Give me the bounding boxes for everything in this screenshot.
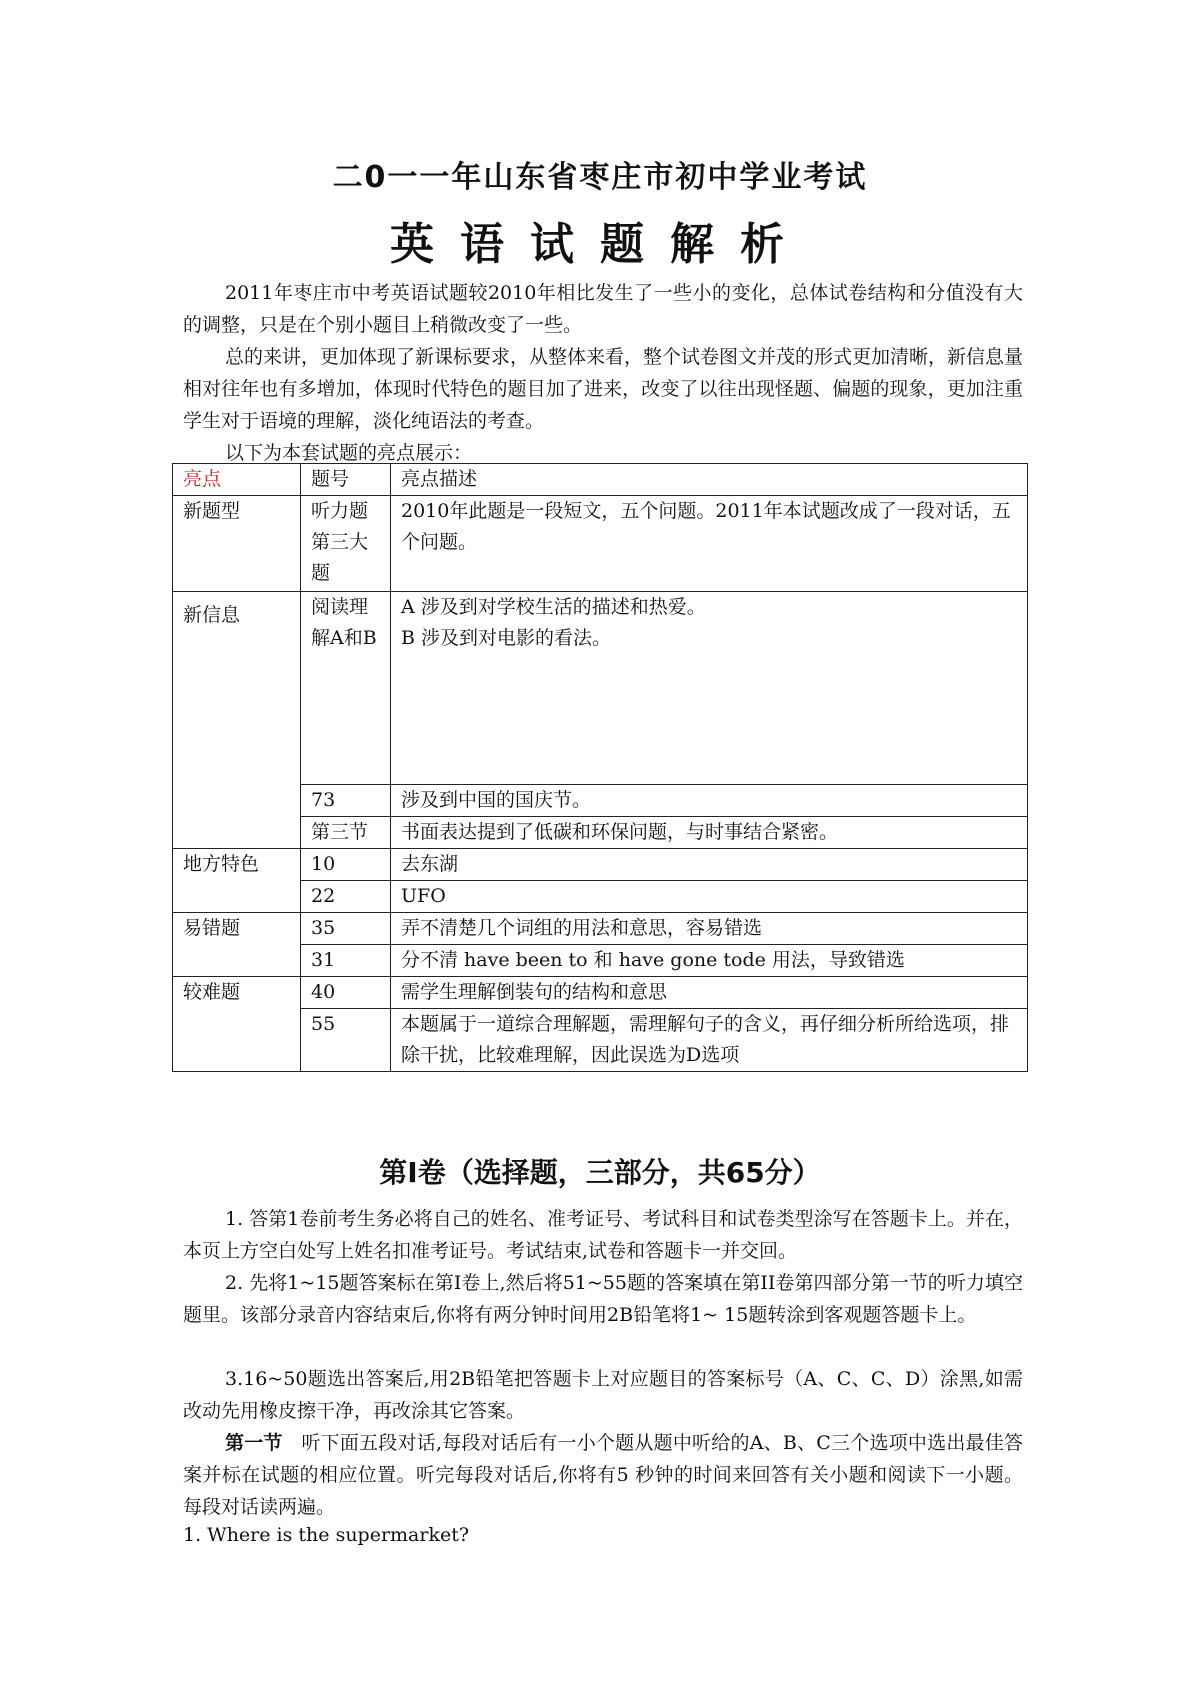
table-row [173, 1009, 1028, 1072]
question-number-cell: 10 [301, 849, 391, 881]
description-cell: 涉及到中国的国庆节。 [391, 785, 1028, 817]
document-title: 二0一一年山东省枣庄市初中学业考试 [332, 160, 868, 195]
description-cell: UFO [391, 881, 1028, 913]
table-row [173, 592, 1028, 785]
question-number-cell: 40 [301, 977, 391, 1009]
question-number-cell: 73 [301, 785, 391, 817]
table-row [173, 496, 1028, 592]
document-subtitle: 英语试题解析 [390, 219, 810, 270]
question-number-cell: 第三节 [301, 817, 391, 849]
table-row [173, 945, 1028, 977]
instruction-2: 2. 先将1~15题答案标在第I卷上,然后将51~55题的答案填在第II卷第四部分第一节的听力填空题里。该部分录音内容结束后,你将有两分钟时间用2B铅笔将1~ 15题转涂到客观题答题卡上。 [183, 1272, 1023, 1326]
description-cell: 需学生理解倒装句的结构和意思 [391, 977, 1028, 1009]
instruction-1: 1. 答第1卷前考生务必将自己的姓名、准考证号、考试科目和试卷类型涂写在答题卡上。并在，本页上方空白处写上姓名扣准考证号。考试结束,试卷和答题卡一并交回。 [183, 1208, 1023, 1262]
category-label: 新信息 [183, 604, 241, 626]
table-header-row [173, 464, 1028, 496]
description-cell: 2010年此题是一段短文，五个问题。2011年本试题改成了一段对话，五个问题。 [391, 496, 1028, 592]
table-row [173, 977, 1028, 1009]
category-cell [173, 592, 301, 849]
description-cell: 书面表达提到了低碳和环保问题，与时事结合紧密。 [391, 817, 1028, 849]
question-number-cell: 听力题第三大题 [301, 496, 391, 592]
intro-paragraph-2: 总的来讲，更加体现了新课标要求，从整体来看，整个试卷图文并茂的形式更加清晰，新信息量相对往年也有多增加，体现时代特色的题目加了进来，改变了以往出现怪题、偏题的现象，更加注重学生对于语境的理解，淡化纯语法的考查。 [183, 346, 1024, 432]
table-row [173, 817, 1028, 849]
question-number-cell: 阅读理解A和B [301, 592, 391, 785]
instruction-3: 3.16~50题选出答案后,用2B铅笔把答题卡上对应题目的答案标号（A、C、C、D）涂黑,如需改动先用橡皮擦干净，再改涂其它答案。 [183, 1368, 1023, 1422]
question-number-cell: 35 [301, 913, 391, 945]
description-cell: 分不清 have been to 和 have gone tode 用法，导致错选 [391, 945, 1028, 977]
table-row [173, 913, 1028, 945]
description-line-b: B 涉及到对电影的看法。 [401, 627, 612, 649]
question-1: 1. Where is the supermarket? [183, 1524, 470, 1546]
header-highlight: 亮点 [173, 464, 301, 496]
section-title: 第I卷（选择题，三部分，共65分） [379, 1156, 821, 1189]
description-line-a: A 涉及到对学校生活的描述和热爱。 [401, 596, 706, 618]
header-description: 亮点描述 [391, 464, 1028, 496]
table-row [173, 881, 1028, 913]
table-row [173, 785, 1028, 817]
description-cell: 本题属于一道综合理解题，需理解句子的含义，再仔细分析所给选项，排除干扰，比较难理解，因此误选为D选项 [391, 1009, 1028, 1072]
header-question-number: 题号 [301, 464, 391, 496]
highlights-table [172, 463, 1028, 1072]
intro-paragraph-1: 2011年枣庄市中考英语试题较2010年相比发生了一些小的变化，总体试卷结构和分值没有大的调整，只是在个别小题目上稍微改变了一些。 [183, 282, 1023, 336]
category-cell: 易错题 [173, 913, 301, 977]
part-1-label: 第一节 [225, 1432, 283, 1454]
part-1-text: 听下面五段对话,每段对话后有一小个题从题中听给的A、B、C三个选项中选出最佳答案并标在试题的相应位置。听完每段对话后,你将有5 秒钟的时间来回答有关小题和阅读下一小题。每段对话读两遍。 [183, 1432, 1023, 1518]
category-cell: 地方特色 [173, 849, 301, 913]
question-number-cell: 22 [301, 881, 391, 913]
table-row [173, 849, 1028, 881]
intro-paragraph-3: 以下为本套试题的亮点展示： [225, 442, 473, 464]
category-cell: 新题型 [173, 496, 301, 592]
description-cell: 去东湖 [391, 849, 1028, 881]
part-1-instructions [183, 1427, 1023, 1523]
question-number-cell: 31 [301, 945, 391, 977]
category-cell: 较难题 [173, 977, 301, 1072]
description-cell: 弄不清楚几个词组的用法和意思，容易错选 [391, 913, 1028, 945]
question-number-cell: 55 [301, 1009, 391, 1072]
description-cell [391, 592, 1028, 785]
